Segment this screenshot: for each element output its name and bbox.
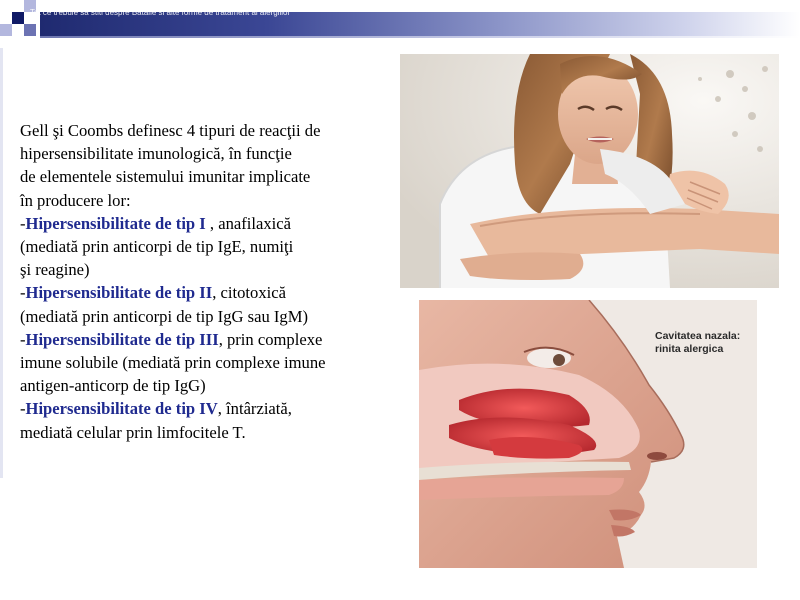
photo-illustration (400, 54, 779, 288)
hypersensitivity-type-label: Hipersensibilitate de tip IV (25, 399, 218, 419)
text-segment: şi reagine) (20, 260, 90, 280)
text-segment: Gell şi Coombs definesc 4 tipuri de reacţii de (20, 121, 321, 140)
text-line (20, 235, 392, 258)
text-segment: - (20, 399, 26, 419)
text-segment: imune solubile (mediată prin complexe imune (20, 353, 326, 373)
text-segment: mediată celular prin limfocitele T. (20, 422, 246, 442)
woman-scratching-arm-photo (400, 54, 779, 288)
hypersensitivity-type-label: Hipersensibilitate de tip I (25, 213, 206, 233)
text-line (20, 374, 392, 397)
text-segment: , anafilaxică (205, 213, 291, 233)
text-line (20, 189, 392, 212)
left-rule (0, 48, 3, 478)
text-segment: (mediată prin anticorpi de tip IgE, numiţi (20, 237, 294, 257)
diagram-caption-line1: Cavitatea nazala: (655, 330, 741, 342)
hypersensitivity-type-label: Hipersensibilitate de tip III (25, 329, 219, 349)
nasal-cavity-diagram (419, 300, 757, 568)
diagram-caption (655, 330, 740, 356)
text-line (20, 305, 392, 328)
text-line (20, 258, 392, 281)
header-band-shadow (40, 36, 800, 38)
text-segment: - (20, 213, 26, 233)
text-segment: hipersensibilitate imunologică, în funcţie (20, 144, 292, 164)
body-text (20, 119, 392, 444)
text-segment: de elementele sistemului imunitar implicate (20, 167, 311, 187)
text-line (20, 421, 392, 444)
hypersensitivity-type-label: Hipersensibilitate de tip II (25, 283, 213, 303)
text-line (20, 165, 392, 188)
text-line (20, 328, 392, 351)
text-line (20, 281, 392, 304)
header-square-dark (12, 12, 24, 24)
text-line (20, 351, 392, 374)
header-text: Tot ce trebuie sa stiti despre Batalie si alte forme de tratament al alergiilor (30, 8, 291, 17)
header-square-mid (24, 24, 36, 36)
text-line (20, 142, 392, 165)
text-segment: , citotoxică (212, 283, 286, 303)
text-segment: - (20, 329, 26, 349)
diagram-caption-line2: rinita alergica (655, 343, 724, 355)
text-segment: în producere lor: (20, 190, 131, 210)
text-line (20, 212, 392, 235)
text-segment: - (20, 283, 26, 303)
text-segment: , prin complexe (218, 329, 323, 349)
text-line (20, 119, 392, 142)
text-segment: (mediată prin anticorpi de tip IgG sau IgM) (20, 306, 309, 326)
text-line (20, 397, 392, 420)
header-square-light-2 (0, 24, 12, 36)
text-segment: antigen-anticorp de tip IgG) (20, 376, 206, 396)
text-segment: , întârziată, (217, 399, 292, 419)
slide-header (0, 0, 800, 48)
